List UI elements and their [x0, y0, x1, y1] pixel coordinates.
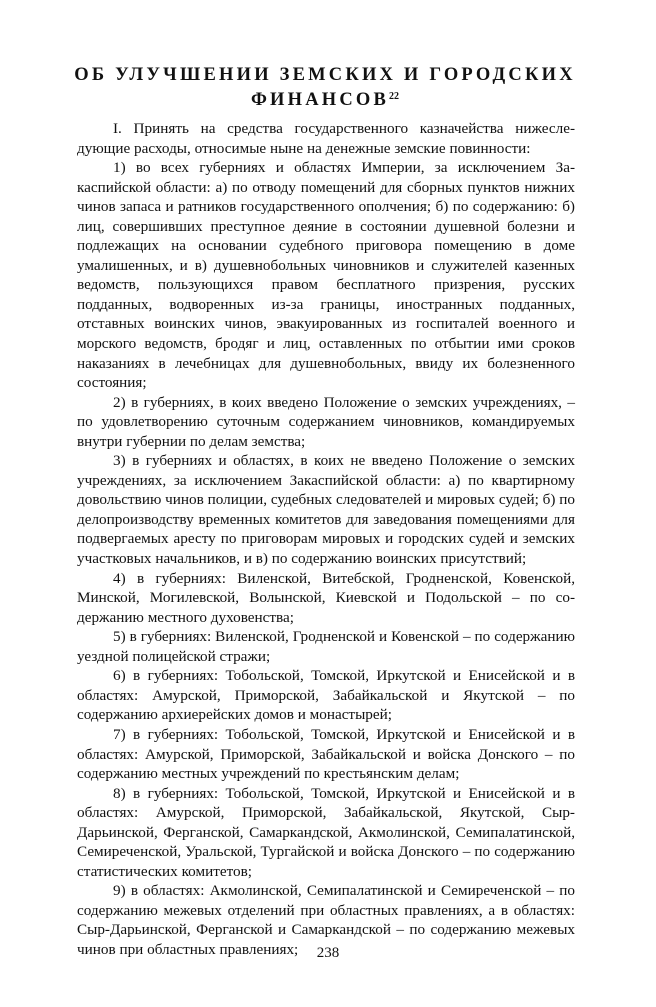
title-line-1-text: ОБ УЛУЧШЕНИИ ЗЕМСКИХ И ГОРОДСКИХ [74, 65, 576, 85]
paragraph-intro: I. Принять на средства государственного казначейства нижеследующие расходы, относимые ныне на денежные земские повинности: [77, 120, 575, 157]
paragraph-item-1: 1) во всех губерниях и областях Империи, за исключением Закаспийской области: а) по отводу помещений для сборных пунктов нижних чинов запаса и ратников государственного ополчения; б) по содержанию: б) лиц, совершивших преступное деяние в состоянии душевной болезни и подлежащих на основании судебного приговора помещению в доме умалишенных, и в) душевнобольных чиновников и служителей казенных ведомств, пользующихся правом бесплатного призрения, русских подданных, водворенных из-за границы, иностранных подданных, отставных воинских чинов, эвакуированных из госпиталей военного и морского ведомств, бродяг и лиц, оставленных по отбытии ими сроков наказаниях в лечебницах для душевнобольных, ввиду их болезненного состояния; [77, 159, 575, 392]
title-line-2-text: ФИНАНСОВ [250, 90, 390, 110]
paragraph-item-9: 9) в областях: Акмолинской, Семипалатинской и Семиреченской – по содержанию межевых отделений при областных правлениях, а в областях: Сыр-Дарьинской, Ферганской и Самаркандской – по содержанию межевых чинов при областных правлениях; [77, 882, 575, 958]
paragraph-item-8: 8) в губерниях: Тобольской, Томской, Иркутской и Енисейской и в областях: Амурской, Приморской, Забайкальской, Якутской, Сыр-Дарьинской, Ферганской, Самаркандской, Акмолинской, Семипалатинской, Семиреченской, Уральской, Тургайской и войска Донского – по содержанию статистических комитетов; [77, 784, 575, 880]
page-number: 238 [316, 945, 340, 961]
paragraph-item-5: 5) в губерниях: Виленской, Гродненской и Ковенской – по содержанию уездной полицейской стражи; [77, 628, 575, 665]
paragraph-item-3: 3) в губерниях и областях, в коих не введено Положение о земских учреждениях, за исключением Закаспийской области: а) по квартирному довольствию чинов полиции, судебных следователей и мировых судей; б) по делопроизводству временных комитетов для заведования помещениями для подвергаемых аресту по приговорам мировых и городских судей и земских участковых начальников, и в) по содержанию воинских присутствий; [77, 452, 575, 568]
paragraph-item-2: 2) в губерниях, в коих введено Положение о земских учреждениях, – по удовлетворению суточным содержанием чиновников, командируемых внутри губернии по делам земства; [77, 393, 575, 450]
paragraph-item-6: 6) в губерниях: Тобольской, Томской, Иркутской и Енисейской и в областях: Амурской, Приморской, Забайкальской и Якутской – по содержанию архиерейских домов и монастырей; [77, 667, 575, 724]
document-body [77, 119, 575, 960]
title-footnote-ref: 22 [389, 91, 400, 102]
paragraph-item-7: 7) в губерниях: Тобольской, Томской, Иркутской и Енисейской и в областях: Амурской, Приморской, Забайкальской и войска Донского – по содержанию местных учреждений по крестьянским делам; [77, 725, 575, 783]
document-title-line-2 [70, 86, 580, 111]
paragraph-item-4: 4) в губерниях: Виленской, Витебской, Гродненской, Ковенской, Минской, Могилевской, Волынской, Киевской и Подольской – по содержанию местного духовенства; [77, 569, 575, 626]
document-title-line-1 [70, 64, 580, 86]
